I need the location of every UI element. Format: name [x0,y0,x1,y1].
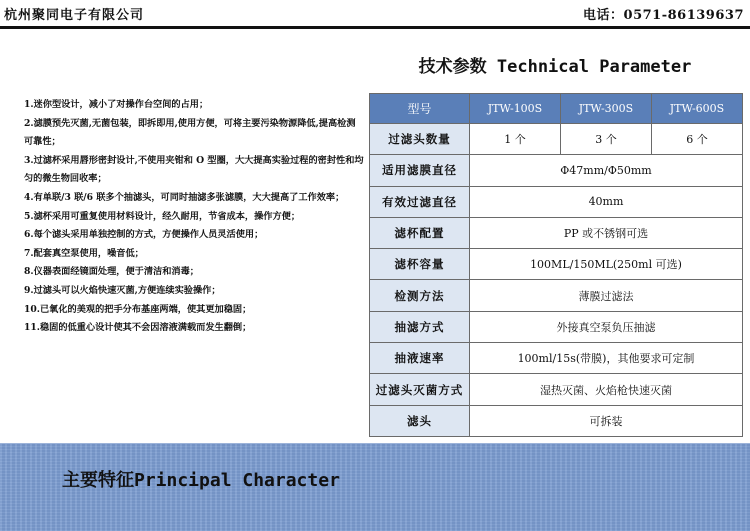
spec-table [369,93,743,437]
feature-item: 3.过滤杯采用唇形密封设计,不使用夹钳和 O 型圈，大大提高实验过程的密封性和均匀的微生物回收率； [24,154,364,185]
header-model-cell: JTW-600S [651,94,742,124]
row-value: Φ47mm/Φ50mm [470,155,743,186]
row-value: 3 个 [560,124,651,155]
feature-item: 4.有单联/3 联/6 联多个抽滤头，可同时抽滤多张滤膜，大大提高了工作效率； [24,191,345,203]
feature-item: 6.每个滤头采用单独控制的方式，方便操作人员灵活使用； [24,229,264,241]
feature-list [24,96,364,338]
section-title: 技术参数 Technical Parameter [418,57,692,77]
table-row [370,249,743,280]
row-label: 过滤头数量 [370,124,470,155]
table-row [370,124,743,155]
company-name: 杭州聚同电子有限公司 [4,7,145,23]
row-value: 1 个 [470,124,561,155]
feature-item: 7.配套真空泵使用，噪音低； [24,247,144,259]
header-divider [0,26,750,29]
table-row [370,280,743,311]
phone-number: 电话：0571-86139637 [583,7,744,23]
row-value: 100ml/15s(带膜)，其他要求可定制 [470,343,743,374]
row-value: 薄膜过滤法 [470,280,743,311]
table-header-row [370,94,743,124]
table-row [370,217,743,248]
row-label: 滤杯配置 [370,217,470,248]
row-label: 抽滤方式 [370,311,470,342]
row-value: 100ML/150ML(250ml 可选) [470,249,743,280]
table-row [370,405,743,436]
header-model-cell: JTW-100S [470,94,561,124]
feature-item: 8.仪器表面经镜面处理，便于清洁和消毒； [24,266,199,278]
bottom-banner [0,443,750,531]
row-value: 6 个 [651,124,742,155]
row-label: 适用滤膜直径 [370,155,470,186]
feature-item: 1.迷你型设计，减小了对操作台空间的占用； [24,99,209,110]
feature-item: 9.过滤头可以火焰快速灭菌,方便连续实验操作； [24,284,221,296]
row-label: 滤头 [370,405,470,436]
table-row [370,343,743,374]
row-label: 滤杯容量 [370,249,470,280]
row-value: 可拆装 [470,405,743,436]
table-row [370,374,743,405]
row-value: 外接真空泵负压抽滤 [470,311,743,342]
table-row [370,155,743,186]
top-bar [0,0,750,26]
row-value: 湿热灭菌、火焰枪快速灭菌 [470,374,743,405]
row-label: 检测方法 [370,280,470,311]
table-row [370,311,743,342]
header-model-cell: JTW-300S [560,94,651,124]
feature-item: 2.滤膜预先灭菌,无菌包装，即拆即用,使用方便，可将主要污染物源降低,提高检测可靠性； [24,117,356,148]
row-label: 有效过滤直径 [370,186,470,217]
feature-item: 10.已氧化的美观的把手分布基座两端，使其更加稳固； [24,303,252,315]
row-value: 40mm [470,186,743,217]
feature-item: 11.稳固的低重心设计使其不会因溶液满载而发生翻倒； [24,322,252,334]
table-row [370,186,743,217]
header-label-cell: 型号 [370,94,470,124]
bottom-title: 主要特征Principal Character [62,470,340,491]
row-label: 过滤头灭菌方式 [370,374,470,405]
row-value: PP 或不锈钢可选 [470,217,743,248]
row-label: 抽液速率 [370,343,470,374]
feature-item: 5.滤杯采用可重复使用材料设计，经久耐用，节省成本，操作方便； [24,210,301,222]
